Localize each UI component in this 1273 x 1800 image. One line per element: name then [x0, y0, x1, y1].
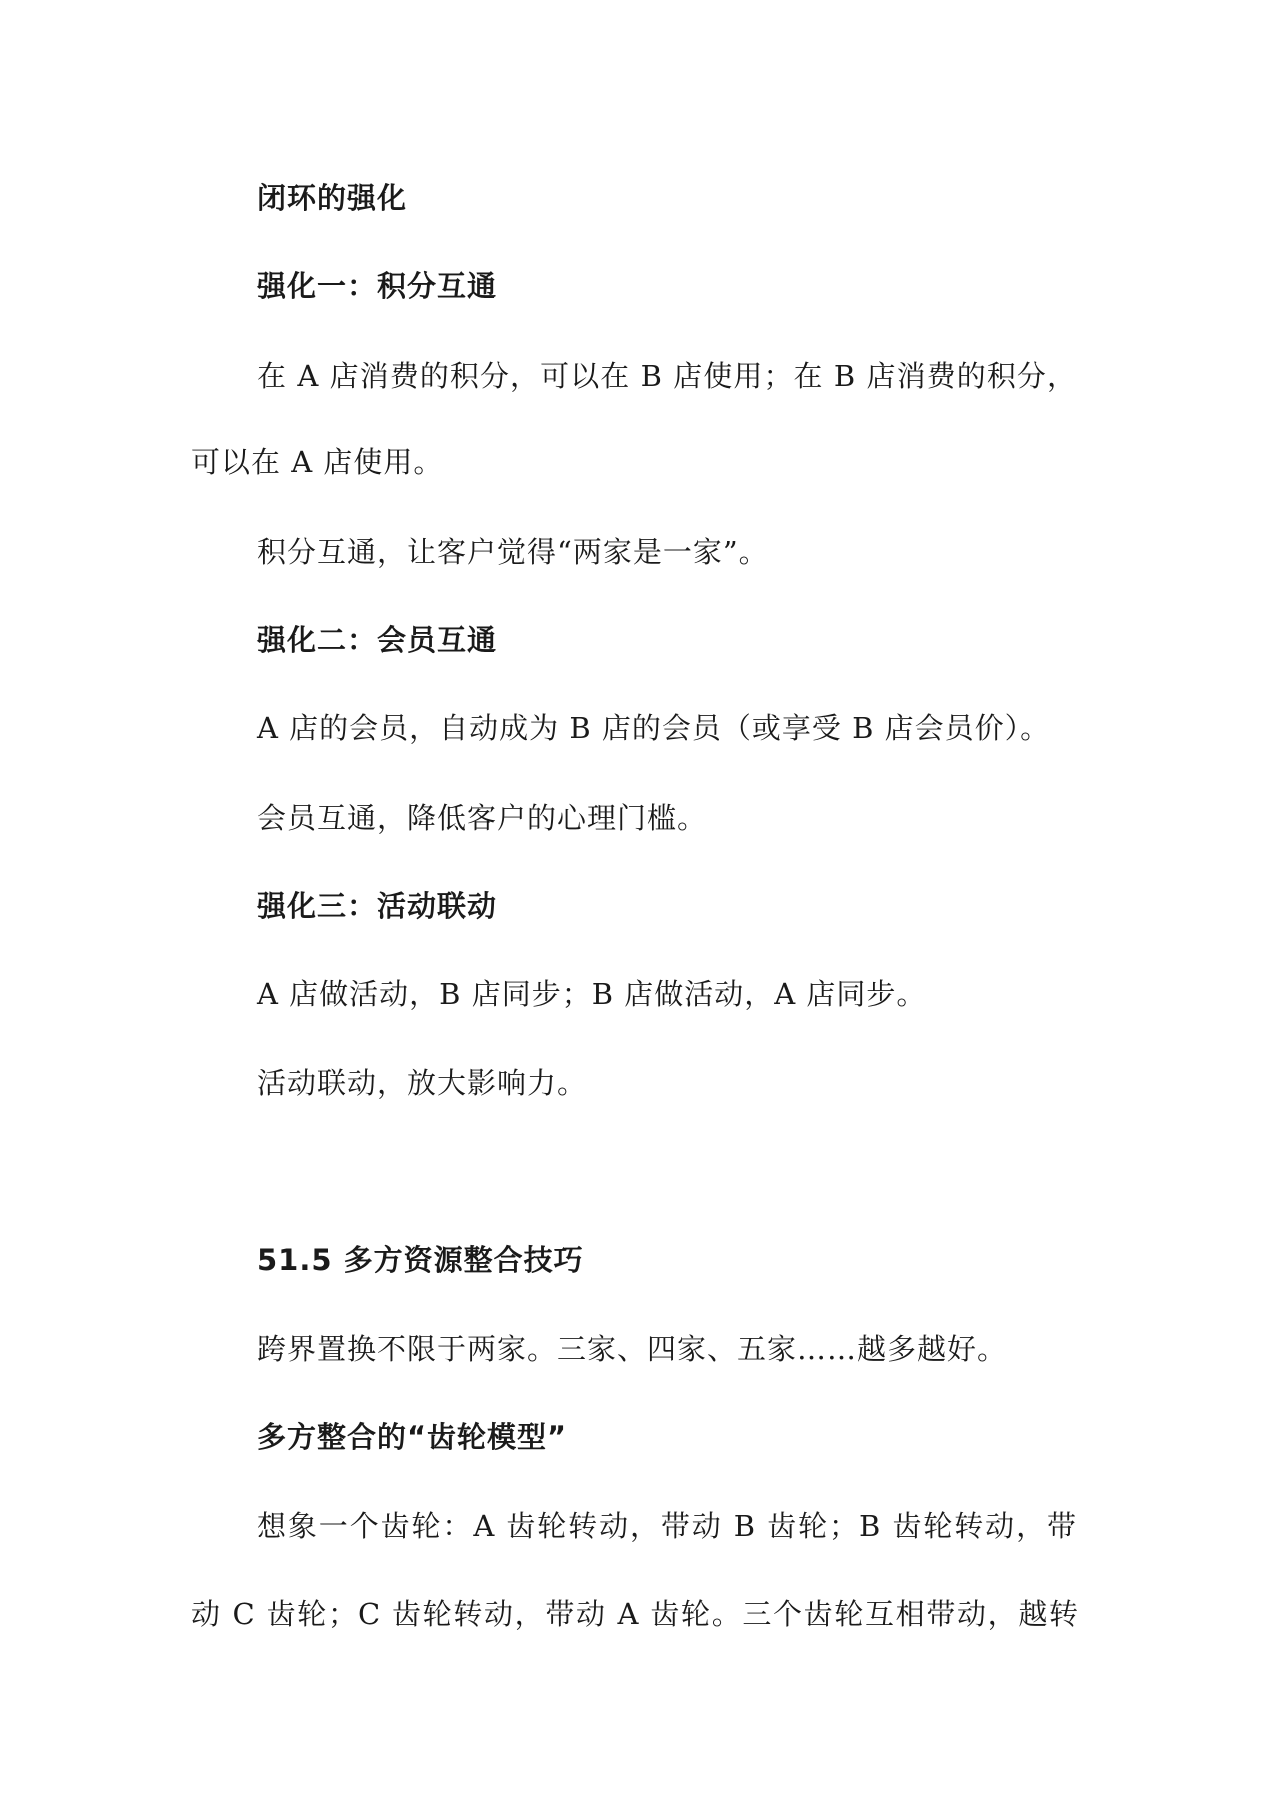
section-title-gear-model: 多方整合的“齿轮模型”	[257, 1420, 568, 1454]
paragraph-activities: A 店做活动，B 店同步；B 店做活动，A 店同步。	[257, 977, 927, 1011]
section-heading-51-5: 51.5 多方资源整合技巧	[257, 1243, 584, 1277]
section-title-members: 强化二：会员互通	[257, 623, 498, 657]
paragraph-points-summary: 积分互通，让客户觉得“两家是一家”。	[257, 535, 769, 569]
section-title-activities: 强化三：活动联动	[257, 889, 498, 923]
paragraph-gear-line-1: 想象一个齿轮：A 齿轮转动，带动 B 齿轮；B 齿轮转动，带	[257, 1509, 1077, 1543]
paragraph-multi-party: 跨界置换不限于两家。三家、四家、五家……越多越好。	[257, 1332, 1008, 1366]
section-title-points: 强化一：积分互通	[257, 269, 498, 303]
paragraph-points-line-2: 可以在 A 店使用。	[191, 445, 444, 479]
paragraph-points-line-1: 在 A 店消费的积分，可以在 B 店使用；在 B 店消费的积分，	[257, 359, 1077, 393]
paragraph-members-summary: 会员互通，降低客户的心理门槛。	[257, 801, 708, 835]
paragraph-activities-summary: 活动联动，放大影响力。	[257, 1066, 588, 1100]
paragraph-gear-line-2: 动 C 齿轮；C 齿轮转动，带动 A 齿轮。三个齿轮互相带动，越转	[191, 1597, 1079, 1631]
paragraph-members: A 店的会员，自动成为 B 店的会员（或享受 B 店会员价）。	[257, 711, 1051, 745]
heading-closed-loop: 闭环的强化	[257, 181, 408, 215]
